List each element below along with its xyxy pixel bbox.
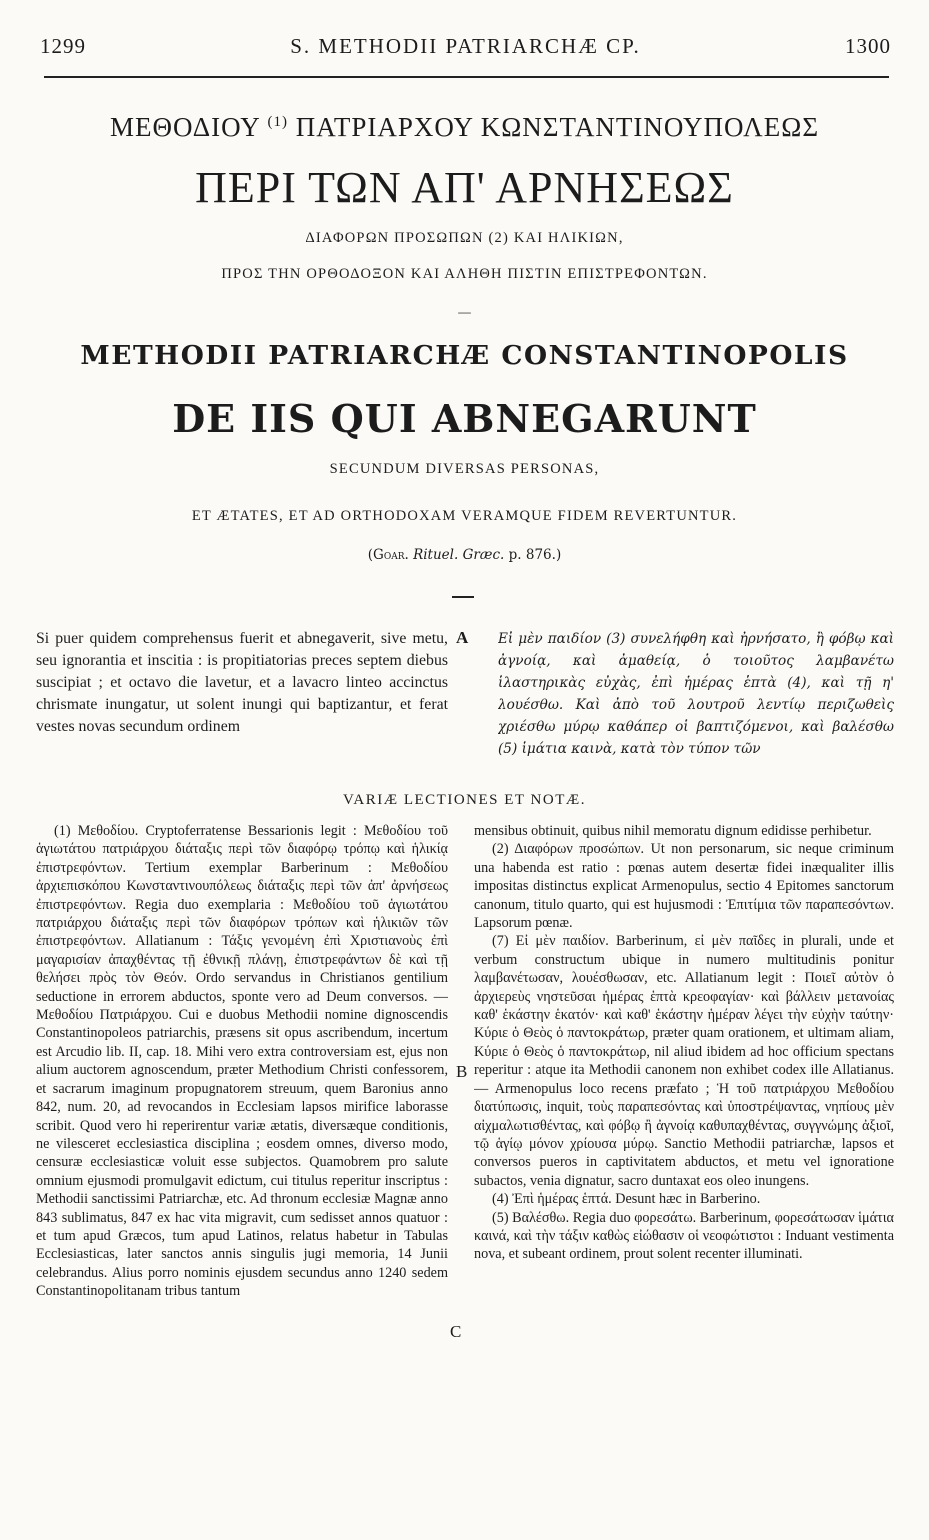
note-1: (1) Μεθοδίου. Cryptoferratense Bessarionis legit : Μεθοδίου τοῦ ἁγιωτάτου πατριάρχου διάταξις περὶ τῶν διαφόρῳ τρόπῳ καὶ ἡλικίᾳ ἐπιστρεφόντων. Tertium exemplar Barberinum : Μεθοδίου ἀρχιεπισκόπου Κωνσταντινουπόλεως διάταξις περὶ τῶν ἀπ' ἀρνήσεως ἐπιστρεφόντων. Regia duo exemplaria : Μεθοδίου τοῦ ἁγιωτάτου πατριάρχου διάταξις περὶ τῶν διαφόρων τρόπων καὶ ἡλικιῶν τῶν ἐπιστρεφόντων. Allatianum : Τάξις γενομένη ἐπὶ Χριστιανοὺς ἐπὶ μαγαρισίαν ἀπαχθέντας τῇ ἐθνικῇ πλάνῃ, ἐπιστρεφάντων δὲ καὶ τῇ θελήσει πρὸς τὸν Θεόν. Ordo servandus in Christianos gentilium seductione in errorem abductos, sponte vero ad Deum conversos. — Μεθοδίου Πατριάρχου. Cui e duobus Methodii nomine dignoscendis Constantinopoleos patriarchis, præsens sit opus ascribendum, incertum est Arcudio lib. II, cap. 18. Mihi vero extra controversiam est, ejus non alium auctorem agnoscendum, præter Methodium Christi confessorem, et sacrarum imaginum propugnatorem streuum, quem Baronius anno 842, num. 20, ad revocandos in Ecclesiam lapsos mirifice laborasse scribit. Quod vero hi reperirentur variæ ætatis, diversæque conditionis, ne vilesceret ecclesiastica disciplina ; eosdem omnes, diverso modo, censuræ ecclesiasticæ voluit esse subjectos. Quamobrem pro salute omnium ejusmodi promulgavit edictum, cui titulus reperitur inscriptus : Methodii sanctissimi Patriarchæ, etc. Ad thronum ecclesiæ Magnæ anno 843 sublimatus, 847 ex hac vita migravit, cum sedisset annos quatuor : et tum apud Græcos, tum apud Latinos, relatus habetur in Tabulas Ecclesiasticas, later sanctos annis singulis jugi memoria, 14 Junii celebrandus. Alius porro nominis ejusdem secundus anno 1240 sedem Constantinopolitanam tribus tantum [36,823,448,1300]
note-4: (4) Ἐπὶ ἡμέρας ἑπτά. Desunt hæc in Barberino. [492,1191,761,1208]
page-number-right: 1300 [844,34,891,58]
notes-heading: VARIÆ LECTIONES ET NOTÆ. [343,792,586,808]
margin-letter-a: A [456,628,469,647]
notes-column-right [474,822,894,1482]
note-1-continued: mensibus obtinuit, quibus nihil memoratu dignum edidisse perhibetur. [474,823,872,839]
section-rule [452,596,474,598]
latin-title-main: DE IIS QUI ABNEGARUNT [172,396,757,441]
reference-work: Rituel. Græc. [413,547,505,563]
latin-title-line-1: METHODII PATRIARCHÆ CONSTANTINOPOLIS [80,340,849,371]
greek-title-line-1 [40,112,889,143]
note-2: (2) Διαφόρων προσώπων. Ut non personarum, sic neque criminum una habenda est ratio : pœnas autem desertæ fidei inæqualiter illis impositas distinctus explicat Armenopulus, sectio 4 Epitomes sanctorum canonum, titulo quarto, qui est hujusmodi : Ἐπιτίμια τῶν παραπεσόντων. Lapsorum pœnæ. [474,841,894,932]
greek-title-patriarch: ΠΑΤΡΙΑΡΧΟΥ ΚΩΝΣΤΑΝΤΙΝΟΥΠΟΛΕΩΣ [295,112,820,142]
greek-main-text: Εἰ μὲν παιδίον (3) συνελήφθη καὶ ἠρνήσατο, ἢ φόβῳ καὶ ἀγνοίᾳ, καὶ ἀμαθείᾳ, ὁ τοιοῦτος λαμβανέτω ἱλαστηρικὰς εὐχὰς, ἐπὶ ἡμέρας ἑπτὰ (4), καὶ τῇ η' λουέσθω. Καὶ ἀπὸ τοῦ λουτροῦ λεντίῳ περιζωθεὶς χριέσθω μύρῳ καθάπερ οἱ βαπτιζόμενοι, καὶ βαλέσθω (5) ἱμάτια καινὰ, κατὰ τὸν τύπον τῶν [498,631,894,757]
running-header [40,34,891,64]
reference-author: Goar. [373,547,409,563]
note-5: (5) Βαλέσθω. Regia duo φορεσάτω. Barberinum, φορεσάτωσαν ἱμάτια καινά, καὶ τὴν τάξιν καθὼς εἰώθασιν οἱ νεοφώτιστοι : Induant vestimenta nova, et subeant ordinem, prout solent recenter illuminati. [474,1209,894,1263]
running-title: S. METHODII PATRIARCHÆ CP. [290,34,641,58]
greek-title-note-ref: (1) [267,114,289,130]
greek-subtitle-2: ΠΡΟΣ ΤΗΝ ΟΡΘΟΔΟΞΟΝ ΚΑΙ ΑΛΗΘΗ ΠΙΣΤΙΝ ΕΠΙΣΤΡΕΦΟΝΤΩΝ. [221,266,708,282]
latin-subtitle-1: SECUNDUM DIVERSAS PERSONAS, [329,461,600,477]
page-number-left: 1299 [40,34,86,58]
greek-subtitle-1: ΔΙΑΦΟΡΩΝ ΠΡΟΣΩΠΩΝ (2) ΚΑΙ ΗΛΙΚΙΩΝ, [305,230,624,246]
greek-title-main: ΠΕΡΙ ΤΩΝ ΑΠ' ΑΡΝΗΣΕΩΣ [195,163,734,212]
notes-column-left [36,822,448,1482]
reference-page: p. 876.) [508,547,562,563]
header-rule [44,76,889,78]
title-separator: — [457,305,472,321]
source-reference: (Goar. Rituel. Græc. p. 876.) [367,547,562,563]
latin-subtitle-2: ET ÆTATES, ET AD ORTHODOXAM VERAMQUE FIDEM REVERTUNTUR. [191,508,738,524]
note-3: (7) Εἰ μὲν παιδίον. Barberinum, εἰ μὲν παῖδες in plurali, unde et verbum constructum ubique in numero multitudinis ponitur λαμβανέτωσαν, λουέσθωσαν, etc. Allatianum legit : Ποιεῖ αὐτὸν ὁ ἀρχιερεὺς νηστεῦσαι ἡμέρας ἑπτὰ κρεοφαγίαν· καὶ βάλλειν μετανοίας καθ' ἑκάστην ἑκατόν· καὶ καθ' ἑκάστην ἡμέραν λέγει τὴν εὐχὴν ταύτην· Κύριε ὁ Θεὸς ὁ παντοκράτωρ, præter quam orationem, et ultimam aliam, Κύριε ὁ Θεὸς ὁ παντοκράτωρ, nil aliud ibidem ad hoc officium spectans reperitur : atque ita Methodii canonem non exhibet codex ille Allatianus. — Armenopulus loco recens præfato ; Ἡ τοῦ πατριάρχου Μεθοδίου διατύπωσις, inquit, τοὺς παραπεσόντας καὶ ὑποστρέψαντας, νηπίους μὲν αἰχμαλωτισθέντας, καὶ φόβῳ ἢ ἀγνοίᾳ καθυπαχθέντας, συγγνώμης ἀξιοῖ, τῷ ἁγίῳ μόνον χρίουσα μύρῳ. Sanctio Methodii patriarchæ, lapsos et conversos pueros in captivitatem abductos, et metu vel ignoratione subactos, venia dignatur, sacro duntaxat eos oleo inungens. [474,933,894,1189]
latin-main-text: Si puer quidem comprehensus fuerit et abnegaverit, sive metu, seu ignorantia et inscitia : is propitiatorias preces septem diebus suscipiat ; et octavo die lavetur, et a lavacro linteo accinctus chrismate inungatur, ut solent inungi qui baptizantur, et ferat vestes novas secundum ordinem [36,630,448,735]
margin-letter-c: C [450,1322,462,1341]
margin-letter-b: B [456,1062,468,1081]
greek-title-author: ΜΕΘΟΔΙΟΥ [109,112,260,142]
